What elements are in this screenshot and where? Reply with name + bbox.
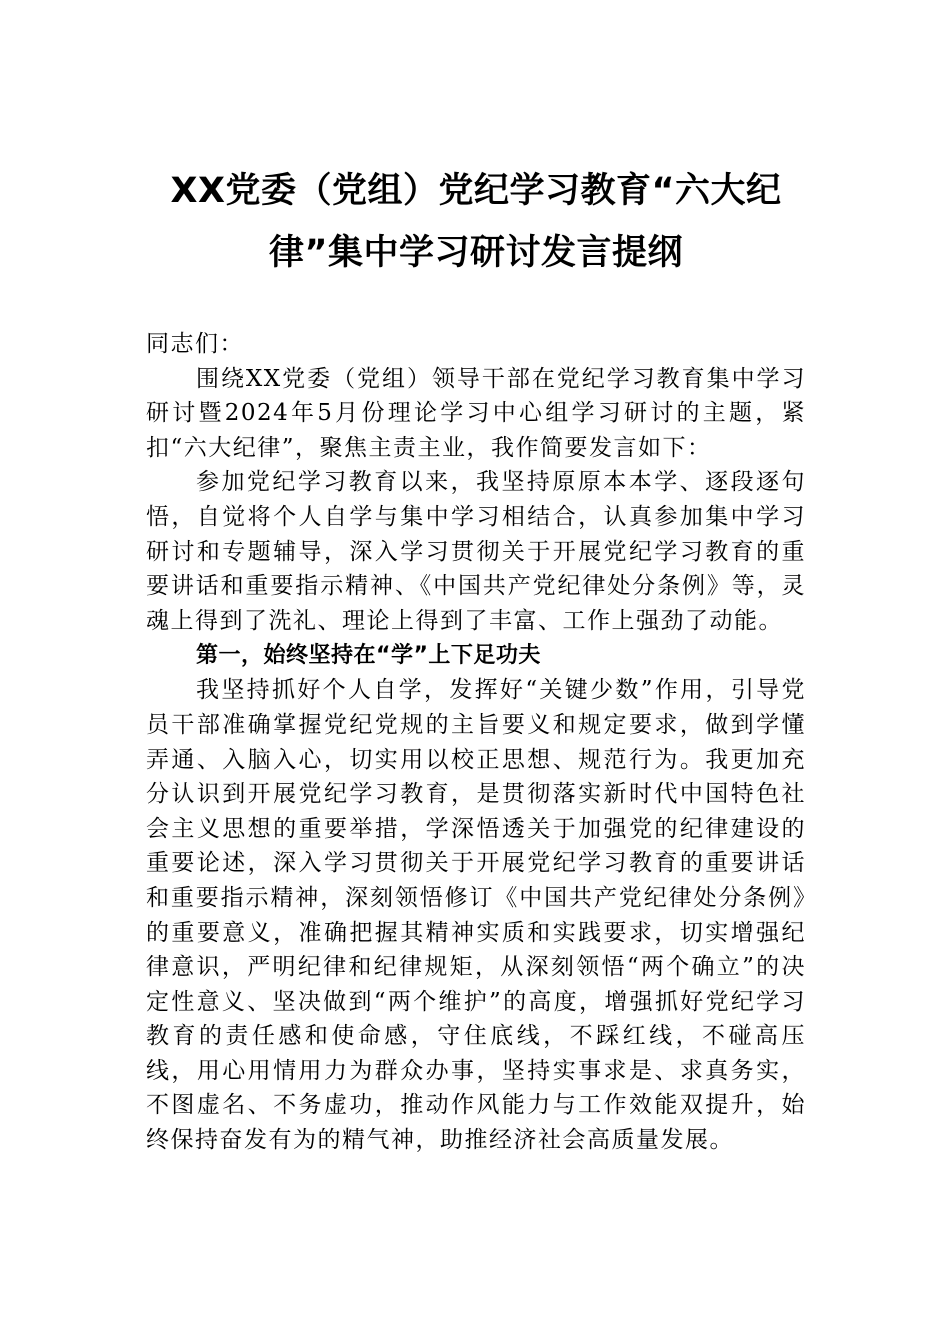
document-page <box>146 0 806 1344</box>
section-1-heading: 第一，始终坚持在“学”上下足功夫 <box>196 643 541 669</box>
overview-paragraph: 参加党纪学习教育以来，我坚持原原本本学、逐段逐句悟，自觉将个人自学与集中学习相结合，认真参加集中学习研讨和专题辅导，深入学习贯彻关于开展党纪学习教育的重要讲话和重要指示精神、《中国共产党纪律处分条例》等，灵魂上得到了洗礼、理论上得到了丰富、工作上强劲了动能。 <box>146 469 806 634</box>
section-1-paragraph: 我坚持抓好个人自学，发挥好“关键少数”作用，引导党员干部准确掌握党纪党规的主旨要义和规定要求，做到学懂弄通、入脑入心，切实用以校正思想、规范行为。我更加充分认识到开展党纪学习教育，是贯彻落实新时代中国特色社会主义思想的重要举措，学深悟透关于加强党的纪律建设的重要论述，深入学习贯彻关于开展党纪学习教育的重要讲话和重要指示精神，深刻领悟修订《中国共产党纪律处分条例》的重要意义，准确把握其精神实质和实践要求，切实增强纪律意识，严明纪律和纪律规矩，从深刻领悟“两个确立”的决定性意义、坚决做到“两个维护”的高度，增强抓好党纪学习教育的责任感和使命感，守住底线，不踩红线，不碰高压线，用心用情用力为群众办事，坚持实事求是、求真务实，不图虚名、不务虚功，推动作风能力与工作效能双提升，始终保持奋发有为的精气神，助推经济社会高质量发展。 <box>146 677 806 1154</box>
intro-paragraph: 围绕XX党委（党组）领导干部在党纪学习教育集中学习研讨暨2024年5月份理论学习中心组学习研讨的主题，紧扣“六大纪律”，聚焦主责主业，我作简要发言如下： <box>146 365 806 461</box>
document-title <box>136 160 816 284</box>
salutation: 同志们： <box>146 331 244 357</box>
document-title-line-1: XX党委（党组）党纪学习教育“六大纪 <box>170 171 782 211</box>
document-title-line-2: 律”集中学习研讨发言提纲 <box>268 233 683 273</box>
document-body <box>146 327 806 1158</box>
